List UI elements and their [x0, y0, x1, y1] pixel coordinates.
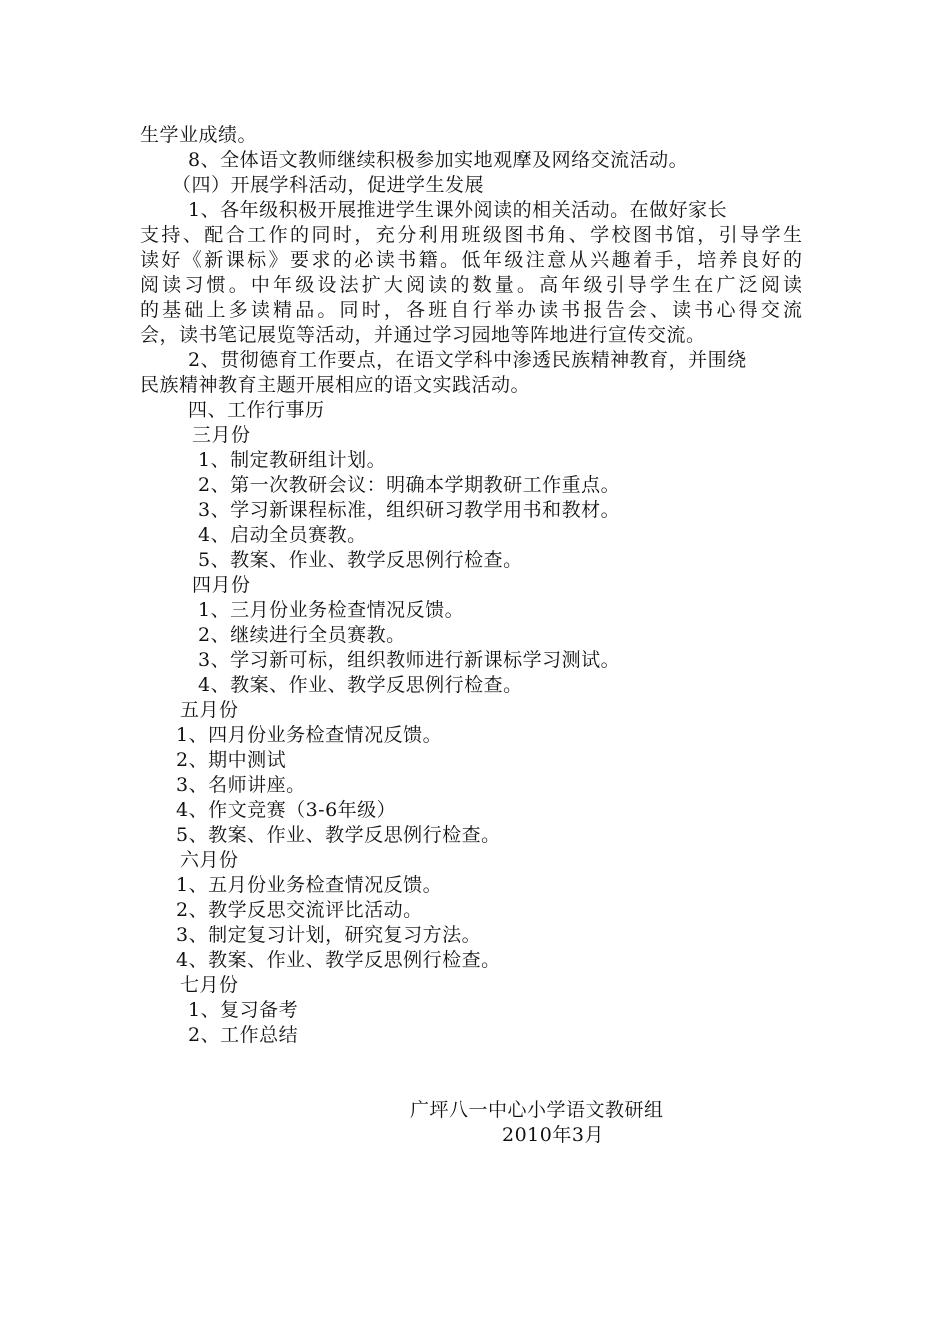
list-item: 1、三月份业务检查情况反馈。: [198, 599, 465, 621]
list-item: 2、第一次教研会议：明确本学期教研工作重点。: [198, 474, 621, 496]
month-heading-march: 三月份: [192, 424, 251, 446]
list-item: 3、名师讲座。: [176, 774, 306, 796]
list-item: 1、制定教研组计划。: [198, 449, 387, 471]
list-item: 5、教案、作业、教学反思例行检查。: [198, 549, 523, 571]
list-item: 1、四月份业务检查情况反馈。: [176, 724, 443, 746]
list-item: 2、教学反思交流评比活动。: [176, 899, 423, 921]
list-item: 1、五月份业务检查情况反馈。: [176, 874, 443, 896]
list-item: 1、复习备考: [188, 999, 299, 1021]
month-heading-april: 四月份: [192, 574, 251, 596]
subsection-heading: （四）开展学科活动，促进学生发展: [172, 174, 485, 196]
list-item: 2、期中测试: [176, 749, 287, 771]
paragraph-tail: 生学业成绩。: [140, 124, 258, 146]
list-item: 4、作文竞赛（3-6年级）: [176, 799, 397, 821]
signature-organization: 广坪八一中心小学语文教研组: [410, 1099, 664, 1121]
list-item: 2、工作总结: [188, 1024, 299, 1046]
month-heading-june: 六月份: [180, 849, 239, 871]
paragraph-line: 阅读习惯。中年级设法扩大阅读的数量。高年级引导学生在广泛阅读: [140, 274, 802, 296]
list-item: 3、制定复习计划，研究复习方法。: [176, 924, 482, 946]
list-item: 3、学习新可标，组织教师进行新课标学习测试。: [198, 649, 621, 671]
signature-date: 2010年3月: [502, 1124, 604, 1146]
paragraph-line: 支持、配合工作的同时，充分利用班级图书角、学校图书馆，引导学生: [140, 224, 802, 246]
list-item: 5、教案、作业、教学反思例行检查。: [176, 824, 501, 846]
paragraph-line: 会，读书笔记展览等活动，并通过学习园地等阵地进行宣传交流。: [140, 324, 706, 346]
list-item: 4、教案、作业、教学反思例行检查。: [176, 949, 501, 971]
list-item: 2、继续进行全员赛教。: [198, 624, 406, 646]
month-heading-july: 七月份: [180, 974, 239, 996]
paragraph-line: 读好《新课标》要求的必读书籍。低年级注意从兴趣着手，培养良好的: [140, 249, 802, 271]
list-item: 4、启动全员赛教。: [198, 524, 367, 546]
paragraph-line: 的基础上多读精品。同时，各班自行举办读书报告会、读书心得交流: [140, 299, 802, 321]
list-item: 3、学习新课程标准，组织研习教学用书和教材。: [198, 499, 621, 521]
section-heading: 四、工作行事历: [188, 399, 325, 421]
item-8: 8、全体语文教师继续积极参加实地观摩及网络交流活动。: [188, 149, 689, 171]
paragraph-line: 1、各年级积极开展推进学生课外阅读的相关活动。在做好家长: [188, 199, 728, 221]
paragraph-line: 民族精神教育主题开展相应的语文实践活动。: [140, 374, 531, 396]
paragraph-line: 2、贯彻德育工作要点，在语文学科中渗透民族精神教育，并围绕: [188, 349, 747, 371]
month-heading-may: 五月份: [180, 699, 239, 721]
list-item: 4、教案、作业、教学反思例行检查。: [198, 674, 523, 696]
